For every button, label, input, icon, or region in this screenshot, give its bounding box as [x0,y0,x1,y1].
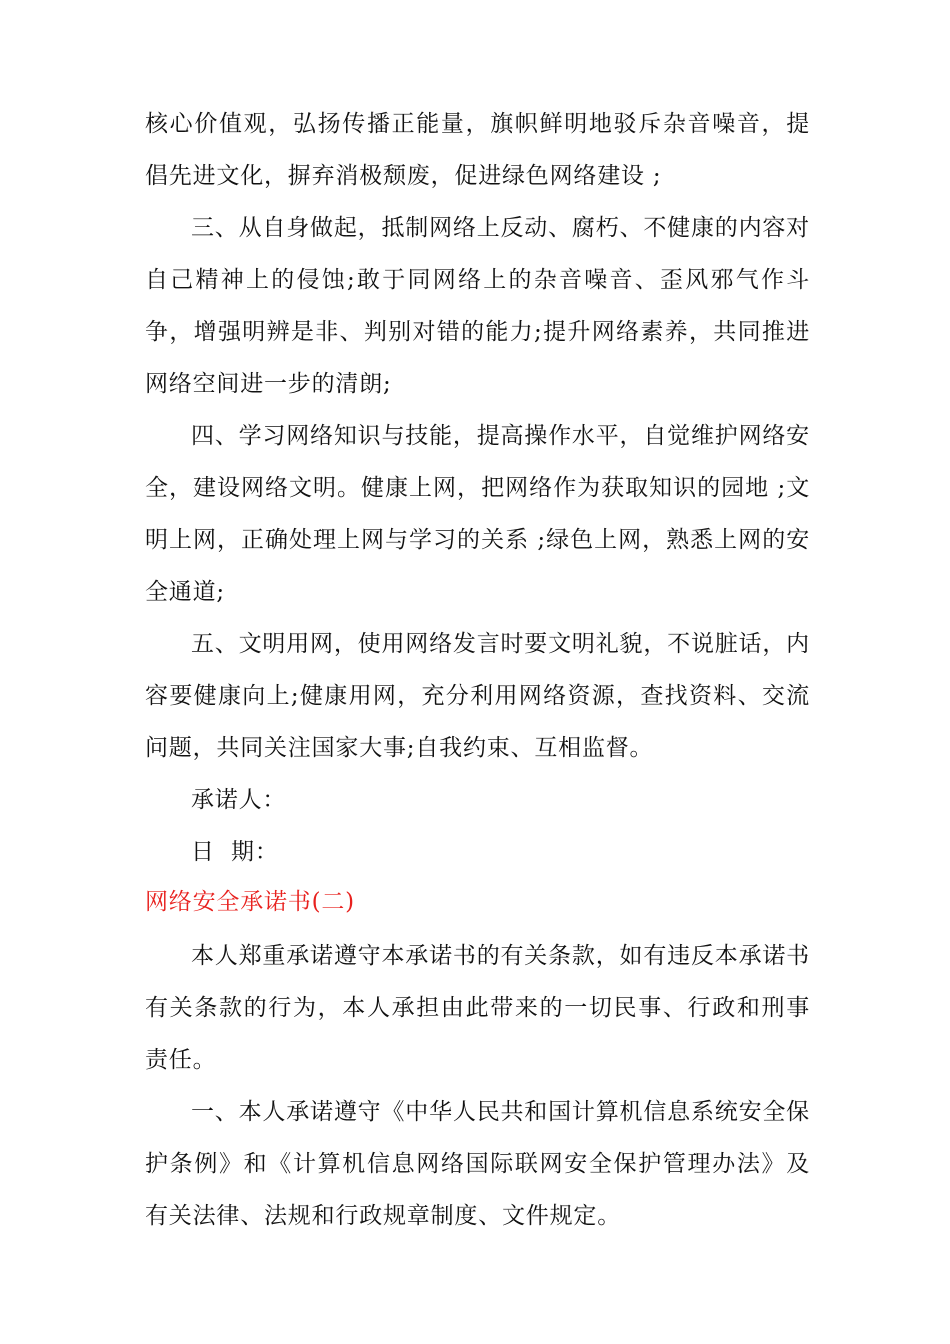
item-four-paragraph: 四、学习网络知识与技能，提高操作水平，自觉维护网络安全，建设网络文明。健康上网，把网络作为获取知识的园地 ;文明上网，正确处理上网与学习的关系 ;绿色上网，熟悉上网的安全通道; [145,423,810,605]
item-three-paragraph: 三、从自身做起，抵制网络上反动、腐朽、不健康的内容对自己精神上的侵蚀;敢于同网络上的杂音噪音、歪风邪气作斗争，增强明辨是非、判别对错的能力;提升网络素养，共同推进网络空间进一步的清朗; [145,215,810,397]
signer-label: 承诺人： [191,787,287,813]
section-two-item-one: 一、本人承诺遵守《中华人民共和国计算机信息系统安全保护条例》和《计算机信息网络国际联网安全保护管理办法》及有关法律、法规和行政规章制度、文件规定。 [145,1099,810,1229]
continued-paragraph: 核心价值观，弘扬传播正能量，旗帜鲜明地驳斥杂音噪音，提倡先进文化，摒弃消极颓废，促进绿色网络建设 ; [145,111,810,189]
item-five-paragraph: 五、文明用网，使用网络发言时要文明礼貌，不说脏话，内容要健康向上;健康用网，充分利用网络资源，查找资料、交流问题，共同关注国家大事;自我约束、互相监督。 [145,631,810,761]
section-two-title: 网络安全承诺书(二) [145,889,355,915]
date-label: 日 期： [191,839,279,865]
section-two-intro: 本人郑重承诺遵守本承诺书的有关条款，如有违反本承诺书有关条款的行为，本人承担由此带来的一切民事、行政和刑事责任。 [145,943,810,1073]
